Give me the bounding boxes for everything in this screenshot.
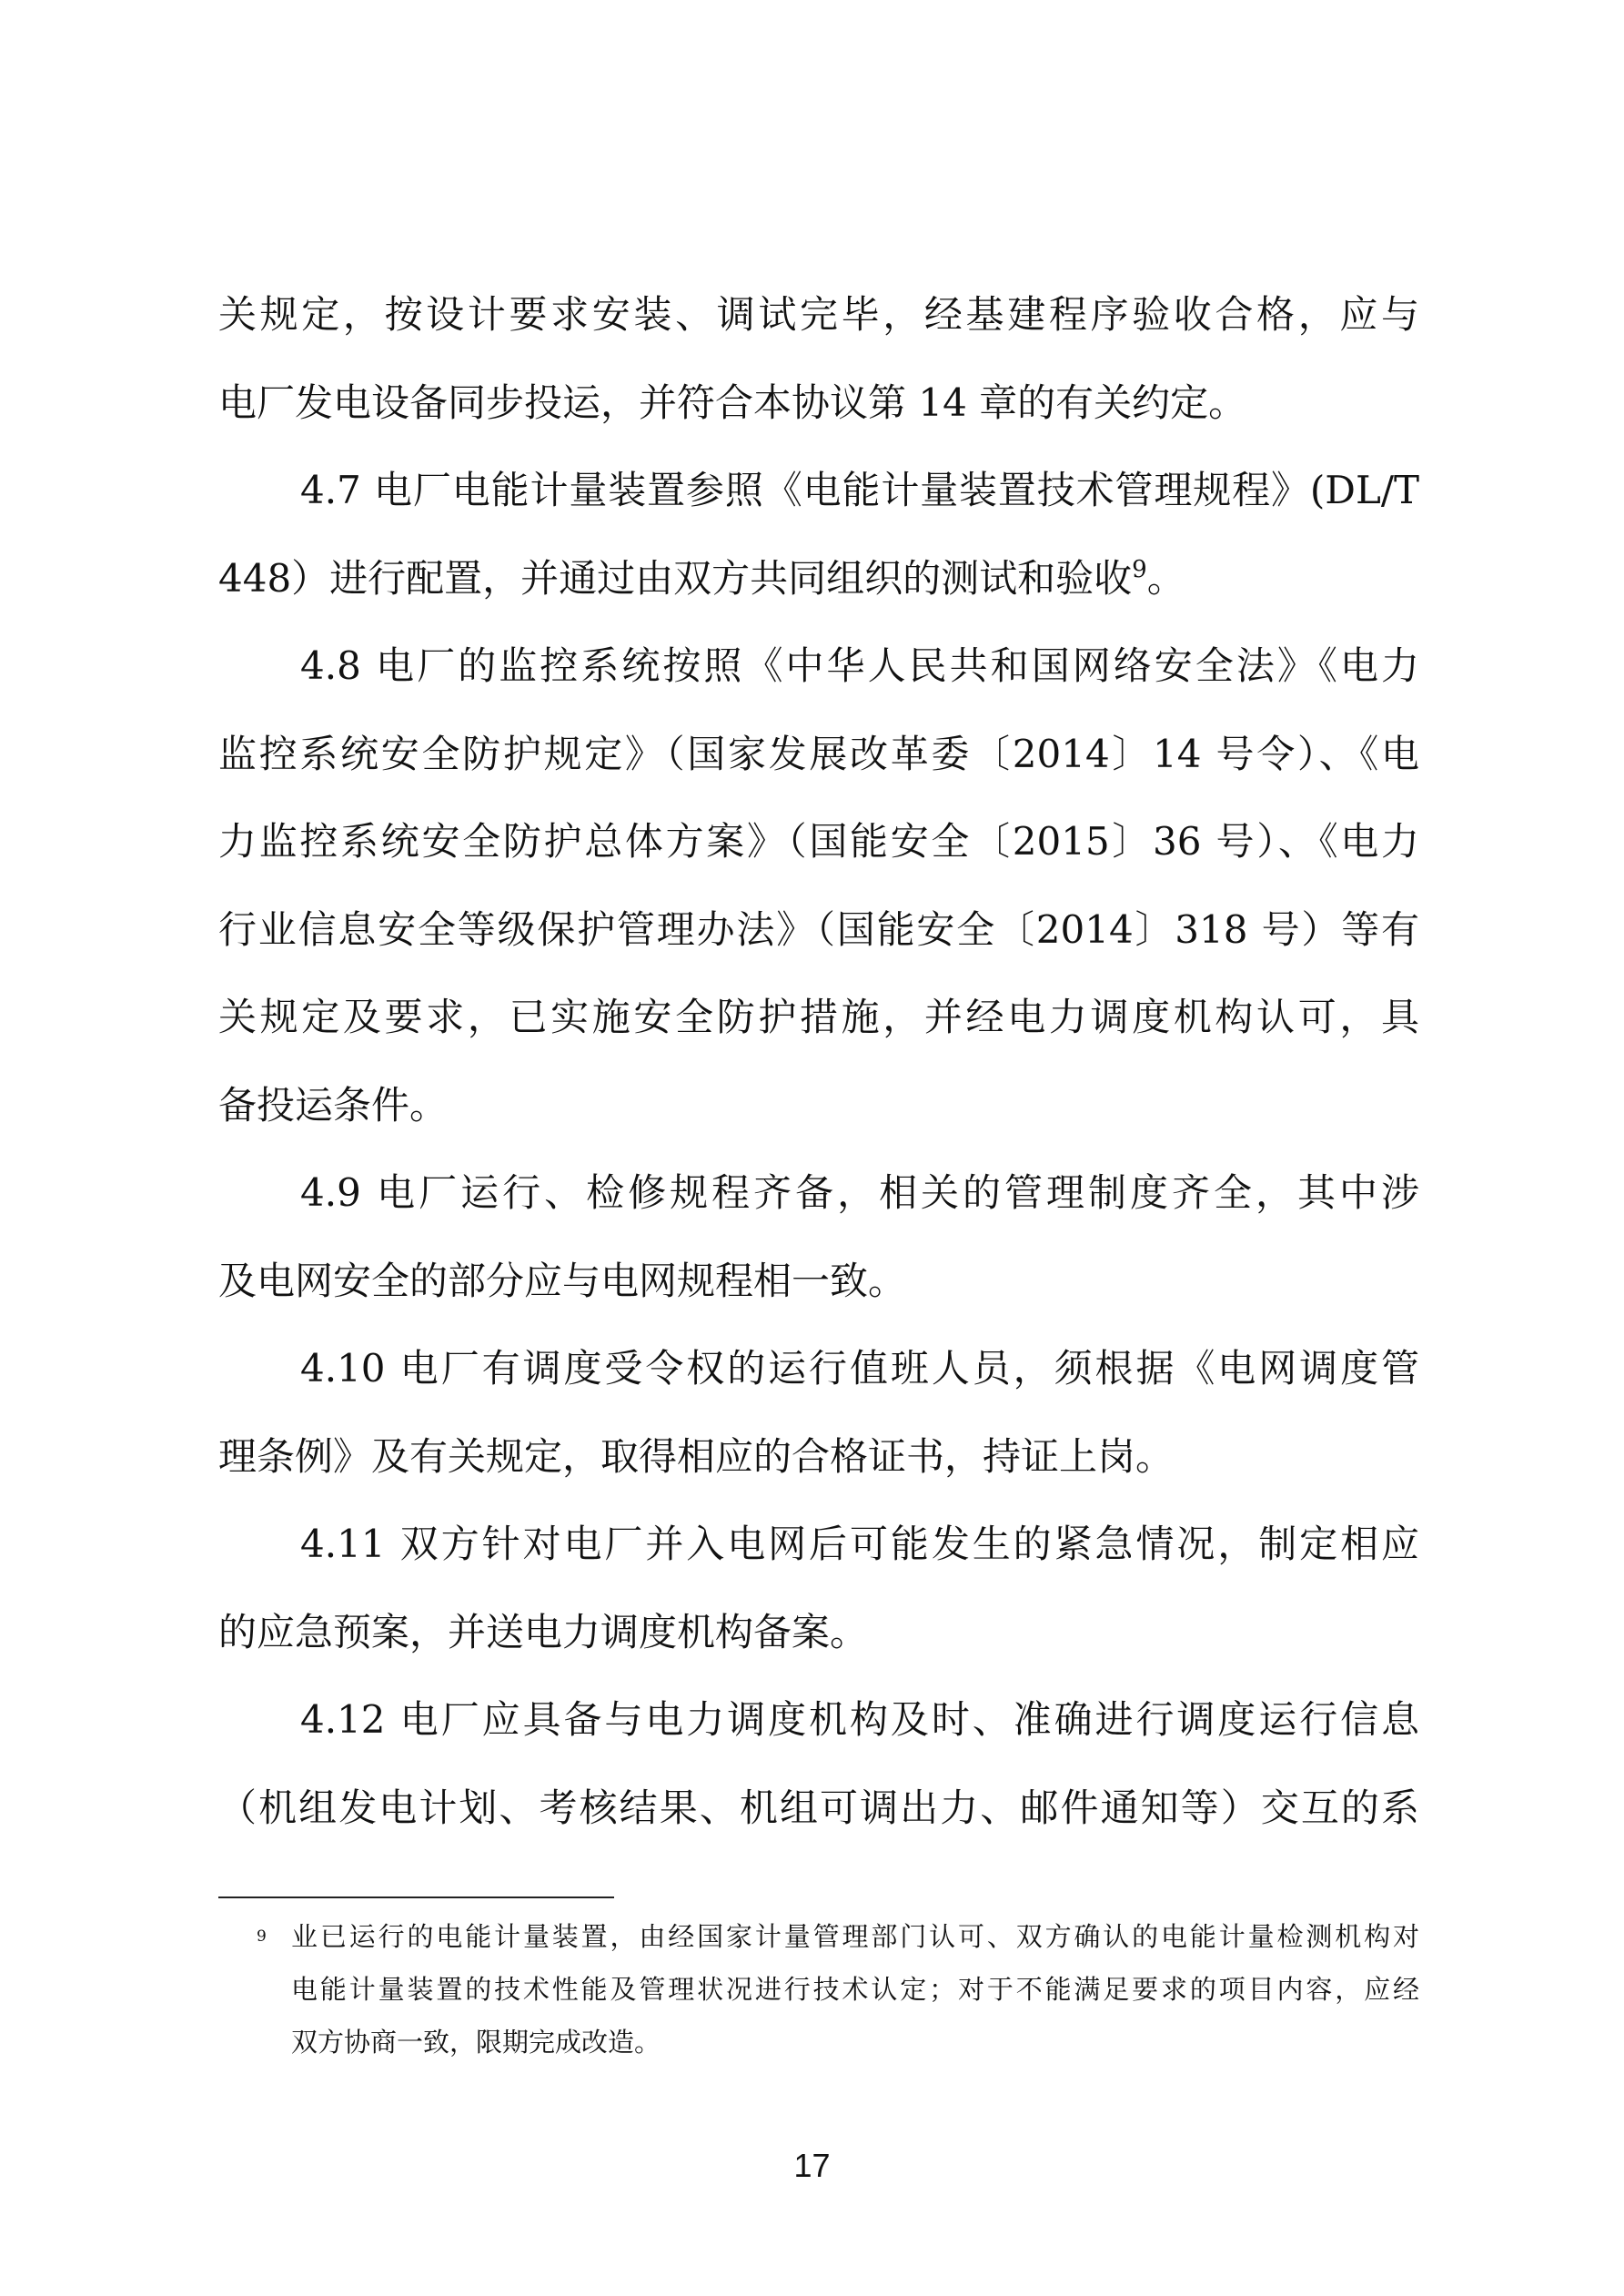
footnote-reference[interactable]: 9 xyxy=(1132,556,1147,583)
body-line: 的应急预案，并送电力调度机构备案。 xyxy=(218,1610,869,1654)
body-line: 理条例》及有关规定，取得相应的合格证书，持证上岗。 xyxy=(218,1434,1175,1479)
body-line: 力监控系统安全防护总体方案》（国能安全〔2015〕36 号）、《电力 xyxy=(218,819,1419,864)
section-4-7-line: 4.7 电厂电能计量装置参照《电能计量装置技术管理规程》(DL/T xyxy=(300,468,1419,512)
body-line: （机组发电计划、考核结果、机组可调出力、邮件通知等）交互的系 xyxy=(218,1785,1419,1830)
body-line: 关规定，按设计要求安装、调试完毕，经基建程序验收合格，应与 xyxy=(218,292,1419,337)
body-line: 行业信息安全等级保护管理办法》（国能安全〔2014〕318 号）等有 xyxy=(218,907,1419,952)
footnote-line: 业已运行的电能计量装置，由经国家计量管理部门认可、双方确认的电能计量检测机构对 xyxy=(291,1921,1419,1952)
period: 。 xyxy=(1146,556,1185,601)
footnote-marker: 9 xyxy=(257,1927,267,1946)
section-4-12-line: 4.12 电厂应具备与电力调度机构及时、准确进行调度运行信息 xyxy=(300,1697,1419,1742)
section-4-9-line: 4.9 电厂运行、检修规程齐备，相关的管理制度齐全，其中涉 xyxy=(300,1170,1419,1215)
footnote-separator xyxy=(218,1896,614,1898)
body-line: 备投运条件。 xyxy=(218,1083,449,1128)
footnote-line: 电能计量装置的技术性能及管理状况进行技术认定；对于不能满足要求的项目内容，应经 xyxy=(291,1974,1419,2005)
body-line: 电厂发电设备同步投运，并符合本协议第 14 章的有关约定。 xyxy=(218,380,1247,425)
section-4-10-line: 4.10 电厂有调度受令权的运行值班人员，须根据《电网调度管 xyxy=(300,1346,1419,1391)
body-line-text: 448）进行配置，并通过由双方共同组织的测试和验收 xyxy=(218,556,1133,601)
body-line: 关规定及要求，已实施安全防护措施，并经电力调度机构认可，具 xyxy=(218,995,1419,1039)
page-number: 17 xyxy=(793,2147,831,2184)
body-line: 监控系统安全防护规定》（国家发展改革委〔2014〕14 号令）、《电 xyxy=(218,732,1419,776)
footnote-line: 双方协商一致，限期完成改造。 xyxy=(291,2027,661,2058)
section-4-8-line: 4.8 电厂的监控系统按照《中华人民共和国网络安全法》《电力 xyxy=(300,643,1419,688)
section-4-11-line: 4.11 双方针对电厂并入电网后可能发生的紧急情况，制定相应 xyxy=(300,1522,1419,1566)
body-line xyxy=(218,551,1419,606)
body-line: 及电网安全的部分应与电网规程相一致。 xyxy=(218,1259,907,1303)
